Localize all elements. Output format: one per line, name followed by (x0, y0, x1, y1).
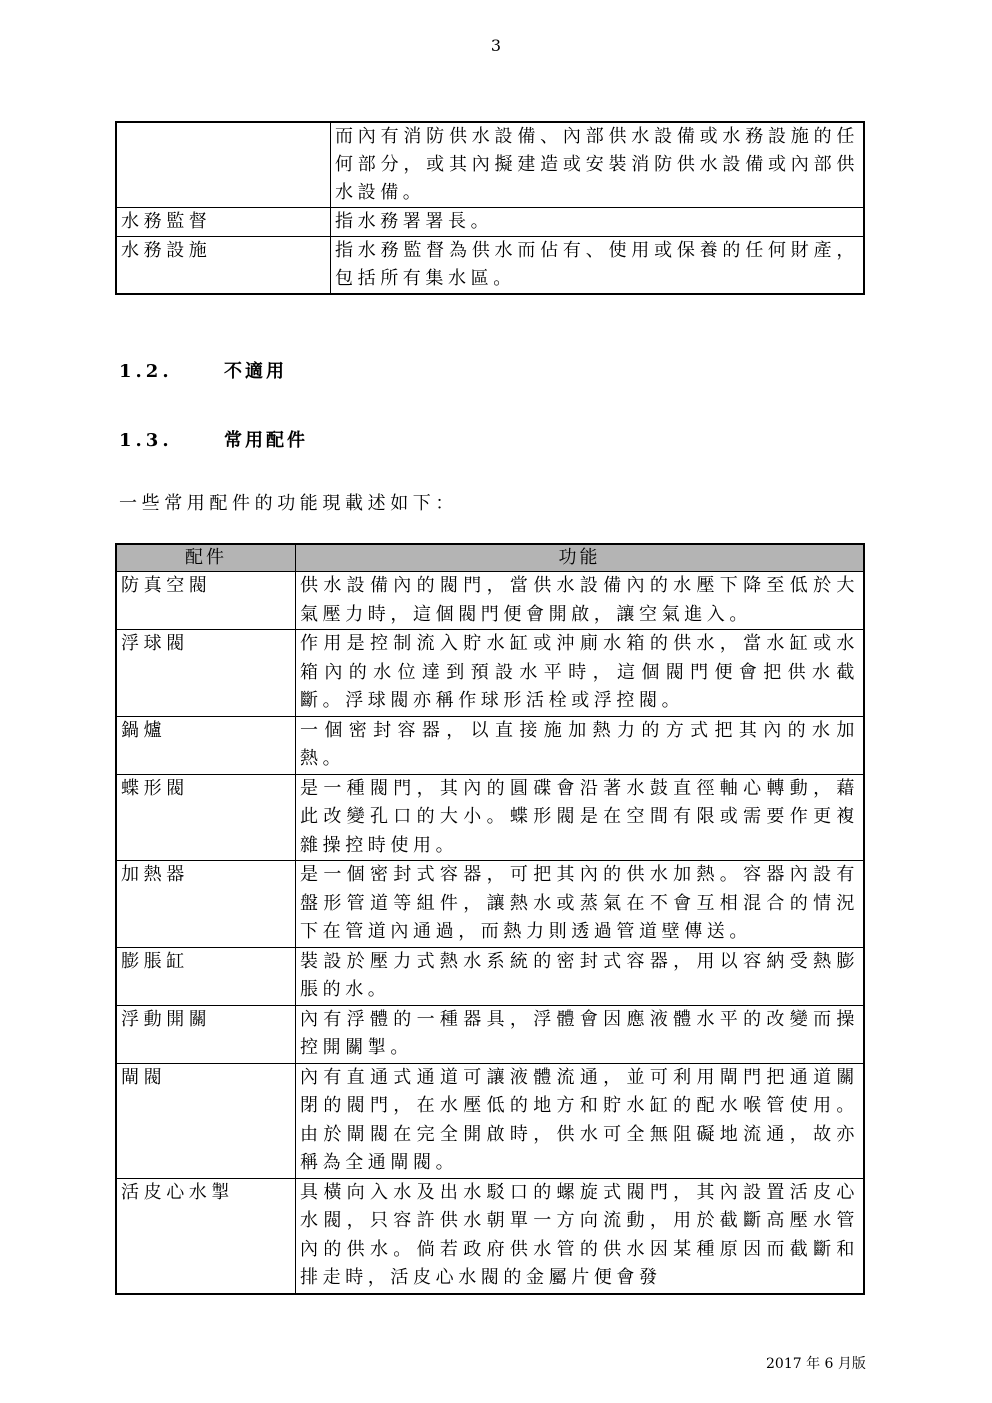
section-number: 1.2. (119, 361, 173, 382)
fitting-name: 鍋爐 (116, 716, 296, 774)
table-header-row (116, 544, 864, 572)
table-row (116, 572, 864, 630)
fittings-table (115, 543, 865, 1295)
fitting-function: 是一種閥門，其內的圓碟會沿著水鼓直徑軸心轉動，藉此改變孔口的大小。蝶形閥是在空間有限或需要作更複雜操控時使用。 (296, 774, 865, 861)
fitting-name: 活皮心水掣 (116, 1178, 296, 1294)
fitting-name: 膨脹缸 (116, 947, 296, 1005)
table-row (116, 208, 864, 237)
fitting-name: 防真空閥 (116, 572, 296, 630)
edition-footer: 2017 年 6 月版 (766, 1356, 866, 1372)
fitting-name: 閘閥 (116, 1063, 296, 1178)
table-row (116, 716, 864, 774)
definition-text: 而內有消防供水設備、內部供水設備或水務設施的任何部分，或其內擬建造或安裝消防供水設備或內部供水設備。 (331, 122, 865, 208)
fitting-name: 浮球閥 (116, 630, 296, 717)
table-row (116, 237, 864, 295)
column-header-fitting: 配件 (116, 544, 296, 572)
fitting-function: 供水設備內的閥門，當供水設備內的水壓下降至低於大氣壓力時，這個閥門便會開啟，讓空氣進入。 (296, 572, 865, 630)
table-row (116, 122, 864, 208)
table-row (116, 1178, 864, 1294)
table-row (116, 630, 864, 717)
fitting-function: 內有浮體的一種器具，浮體會因應液體水平的改變而操控開關掣。 (296, 1005, 865, 1063)
fitting-function: 裝設於壓力式熱水系統的密封式容器，用以容納受熱膨脹的水。 (296, 947, 865, 1005)
definition-term: 水務監督 (116, 208, 331, 237)
table-row (116, 1063, 864, 1178)
fitting-name: 蝶形閥 (116, 774, 296, 861)
page-number: 3 (490, 36, 502, 55)
intro-paragraph: 一些常用配件的功能現載述如下： (119, 493, 458, 514)
definition-text: 指水務署署長。 (331, 208, 865, 237)
column-header-function: 功能 (296, 544, 865, 572)
fitting-function: 具橫向入水及出水駁口的螺旋式閥門，其內設置活皮心水閥，只容許供水朝單一方向流動，用於截斷高壓水管內的供水。倘若政府供水管的供水因某種原因而截斷和排走時，活皮心水閥的金屬片便會發 (296, 1178, 865, 1294)
fitting-function: 一個密封容器，以直接施加熱力的方式把其內的水加熱。 (296, 716, 865, 774)
table-row (116, 1005, 864, 1063)
table-row (116, 774, 864, 861)
fitting-name: 浮動開關 (116, 1005, 296, 1063)
section-title: 常用配件 (224, 430, 308, 451)
fitting-function: 作用是控制流入貯水缸或沖廁水箱的供水，當水缸或水箱內的水位達到預設水平時，這個閥門便會把供水截斷。浮球閥亦稱作球形活栓或浮控閥。 (296, 630, 865, 717)
definitions-table (115, 121, 865, 295)
definition-term: 水務設施 (116, 237, 331, 295)
table-row (116, 861, 864, 948)
fitting-function: 內有直通式通道可讓液體流通，並可利用閘門把通道關閉的閥門，在水壓低的地方和貯水缸的配水喉管使用。由於閘閥在完全開啟時，供水可全無阻礙地流通，故亦稱為全通閘閥。 (296, 1063, 865, 1178)
definition-term (116, 122, 331, 208)
section-heading (119, 357, 287, 383)
section-title: 不適用 (224, 361, 287, 382)
section-heading (119, 426, 308, 452)
fitting-function: 是一個密封式容器，可把其內的供水加熱。容器內設有盤形管道等組件，讓熱水或蒸氣在不會互相混合的情況下在管道內通過，而熱力則透過管道壁傳送。 (296, 861, 865, 948)
section-number: 1.3. (119, 430, 173, 451)
definition-text: 指水務監督為供水而佔有、使用或保養的任何財產，包括所有集水區。 (331, 237, 865, 295)
table-row (116, 947, 864, 1005)
fitting-name: 加熱器 (116, 861, 296, 948)
